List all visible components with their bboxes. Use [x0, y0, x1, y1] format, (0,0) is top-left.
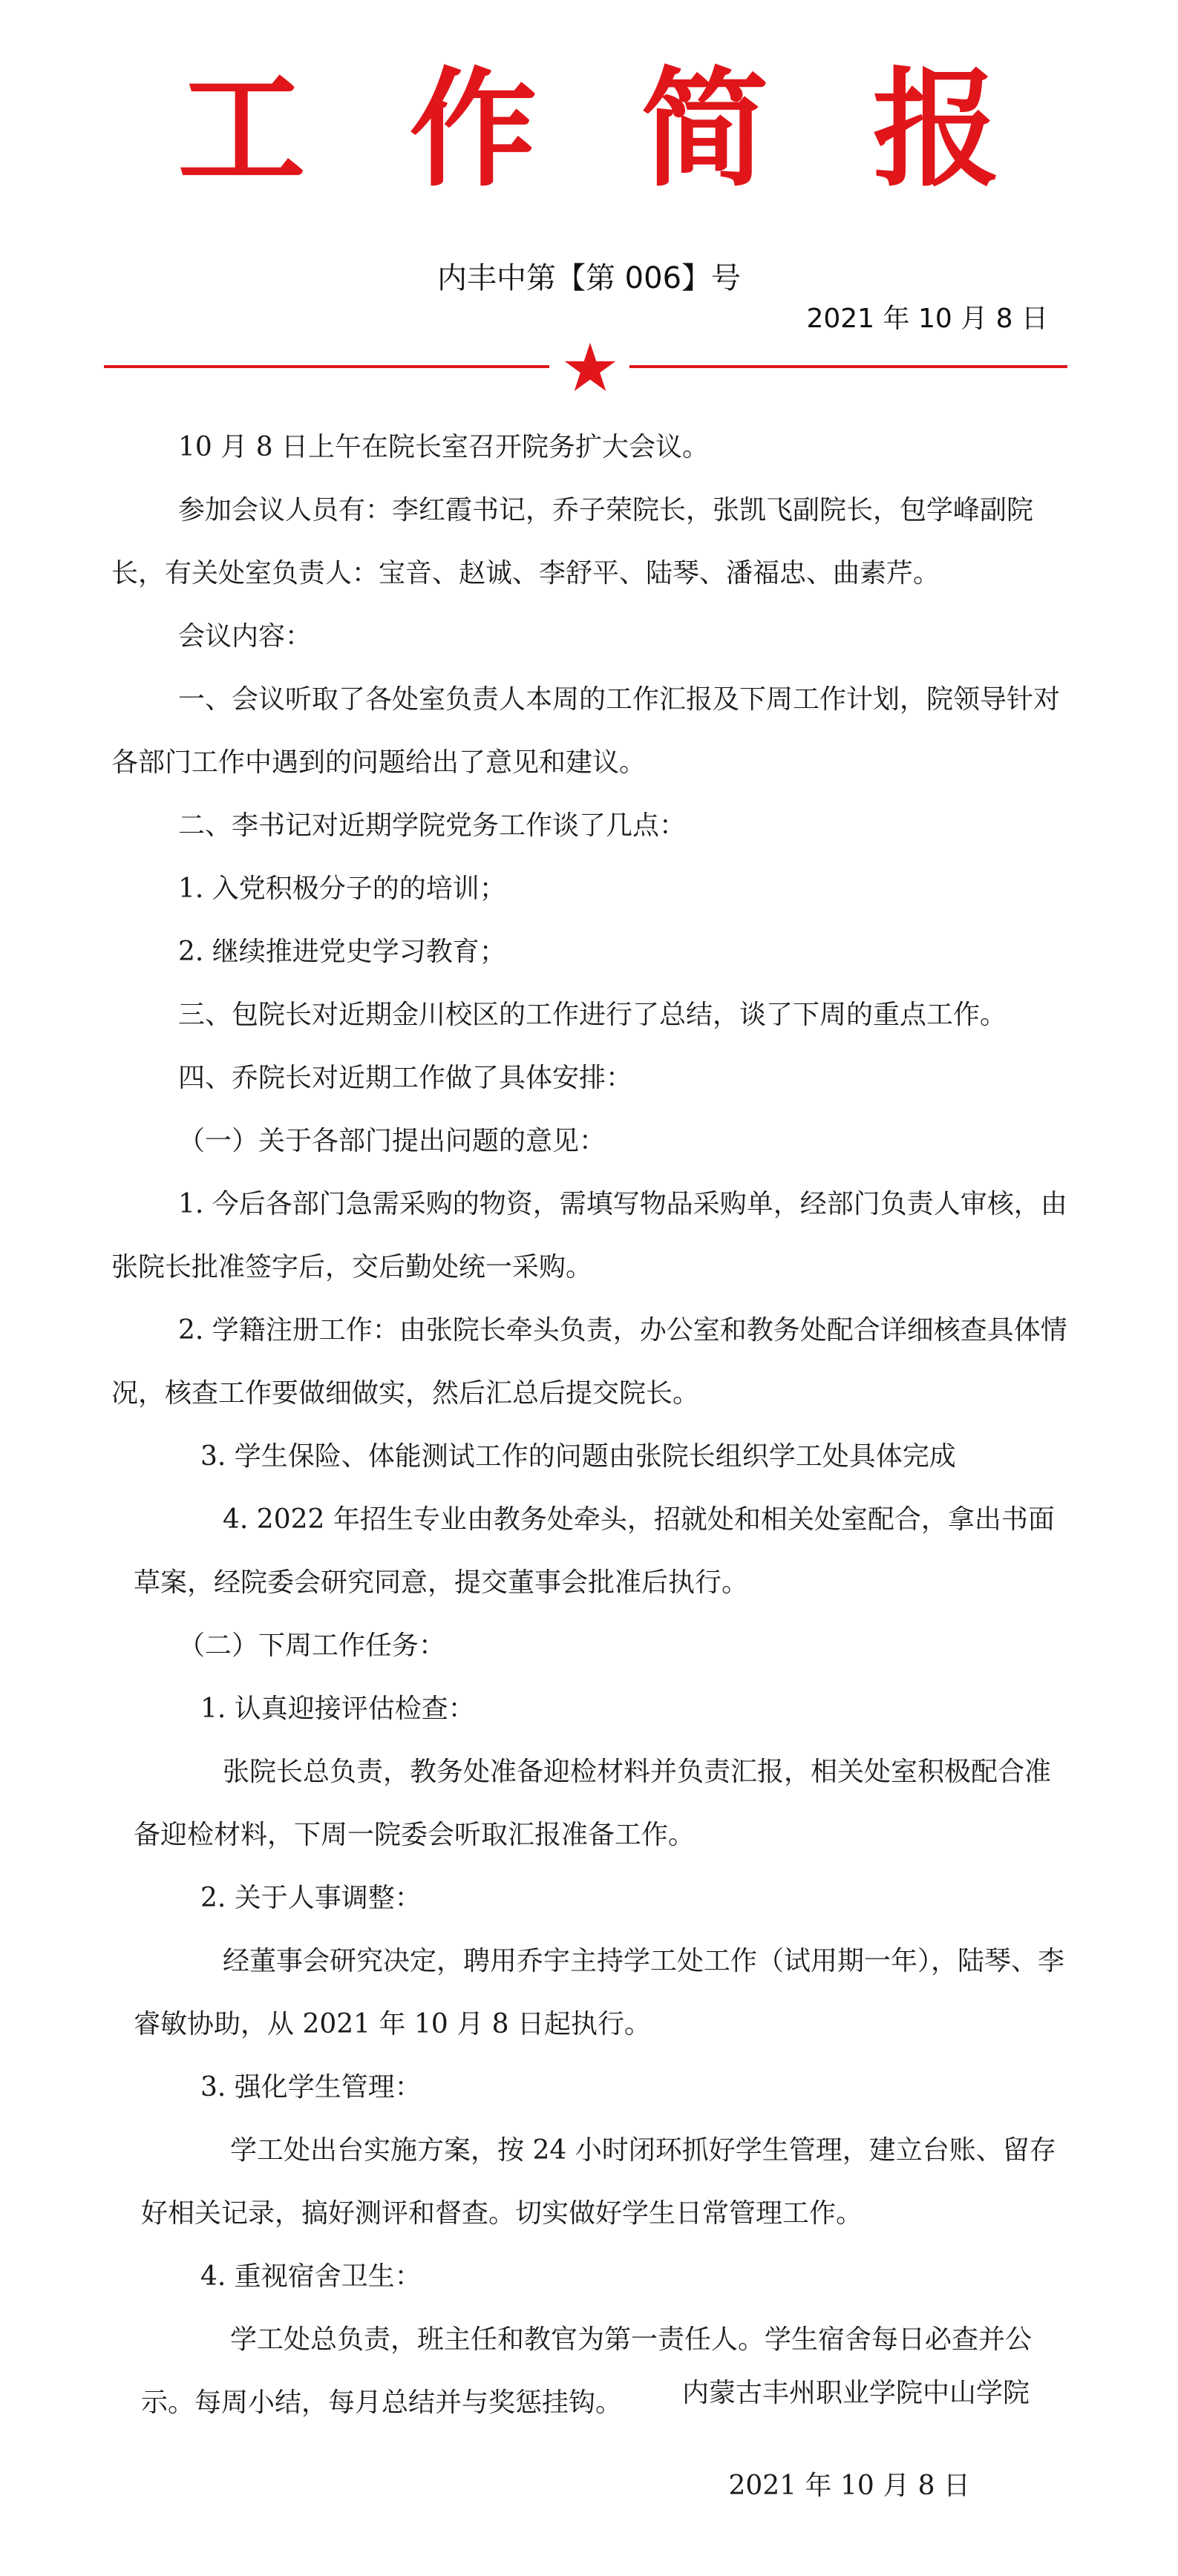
paragraph-section-2-2: 2. 关于人事调整：	[200, 1883, 422, 1913]
paragraph-item-4: 四、乔院长对近期工作做了具体安排：	[178, 1063, 633, 1093]
signature-date: 2021 年 10 月 8 日	[728, 2471, 970, 2501]
paragraph-item-1: 一、会议听取了各处室负责人本周的工作汇报及下周工作计划，院领导针对各部门工作中遇到的问题给出了意见和建议。	[111, 684, 1061, 778]
red-rule-right	[629, 365, 1067, 368]
paragraph-section-1-4: 4. 2022 年招生专业由教务处牵头，招就处和相关处室配合，拿出书面草案，经院委会研究同意，提交董事会批准后执行。	[134, 1504, 1055, 1598]
paragraph-section-2-3: 3. 强化学生管理：	[200, 2072, 422, 2103]
paragraph-item-2-2: 2. 继续推进党史学习教育；	[178, 937, 506, 967]
paragraph-section-2-4: 4. 重视宿舍卫生：	[200, 2261, 422, 2292]
paragraph-section-1: （一）关于各部门提出问题的意见：	[178, 1126, 606, 1156]
red-star-icon	[564, 341, 616, 392]
paragraph-section-1-1: 1. 今后各部门急需采购的物资，需填写物品采购单，经部门负责人审核，由张院长批准签字后，交后勤处统一采购。	[111, 1189, 1067, 1282]
paragraph-meeting-intro: 10 月 8 日上午在院长室召开院务扩大会议。	[178, 432, 710, 462]
paragraph-agenda-heading: 会议内容：	[178, 621, 313, 652]
paragraph-section-2: （二）下周工作任务：	[178, 1631, 446, 1661]
issue-date: 2021 年 10 月 8 日	[806, 304, 1048, 334]
paragraph-section-2-4-detail: 学工处总负责，班主任和教官为第一责任人。学生宿舍每日必查并公示。每周小结，每月总结并与奖惩挂钩。	[141, 2324, 1033, 2418]
paragraph-section-2-2-detail: 经董事会研究决定，聘用乔宇主持学工处工作（试用期一年），陆琴、李睿敏协助，从 2021 年 10 月 8 日起执行。	[134, 1946, 1065, 2039]
paragraph-item-2-1: 1. 入党积极分子的的培训；	[178, 874, 506, 904]
red-rule-left	[104, 365, 549, 368]
report-body	[111, 416, 1069, 2434]
issue-number: 内丰中第【第 006】号	[436, 261, 742, 295]
signature-organization: 内蒙古丰州职业学院中山学院	[681, 2378, 1030, 2408]
masthead-title: 工作简报	[177, 55, 1105, 204]
paragraph-section-1-2: 2. 学籍注册工作：由张院长牵头负责，办公室和教务处配合详细核查具体情况，核查工作要做细做实，然后汇总后提交院长。	[111, 1315, 1067, 1409]
paragraph-item-2: 二、李书记对近期学院党务工作谈了几点：	[178, 810, 687, 841]
paragraph-section-2-1-detail: 张院长总负责，教务处准备迎检材料并负责汇报，相关处室积极配合准备迎检材料，下周一院委会听取汇报准备工作。	[134, 1757, 1052, 1850]
paragraph-section-1-3: 3. 学生保险、体能测试工作的问题由张院长组织学工处具体完成	[200, 1441, 956, 1472]
paragraph-item-3: 三、包院长对近期金川校区的工作进行了总结，谈了下周的重点工作。	[178, 1000, 1007, 1030]
paragraph-attendees: 参加会议人员有：李红霞书记，乔子荣院长，张凯飞副院长，包学峰副院长，有关处室负责人：宝音、赵诚、李舒平、陆琴、潘福忠、曲素芹。	[111, 495, 1034, 589]
paragraph-section-2-1: 1. 认真迎接评估检查：	[200, 1694, 475, 1724]
paragraph-section-2-3-detail: 学工处出台实施方案，按 24 小时闭环抓好学生管理，建立台账、留存好相关记录，搞好测评和督查。切实做好学生日常管理工作。	[141, 2135, 1056, 2229]
